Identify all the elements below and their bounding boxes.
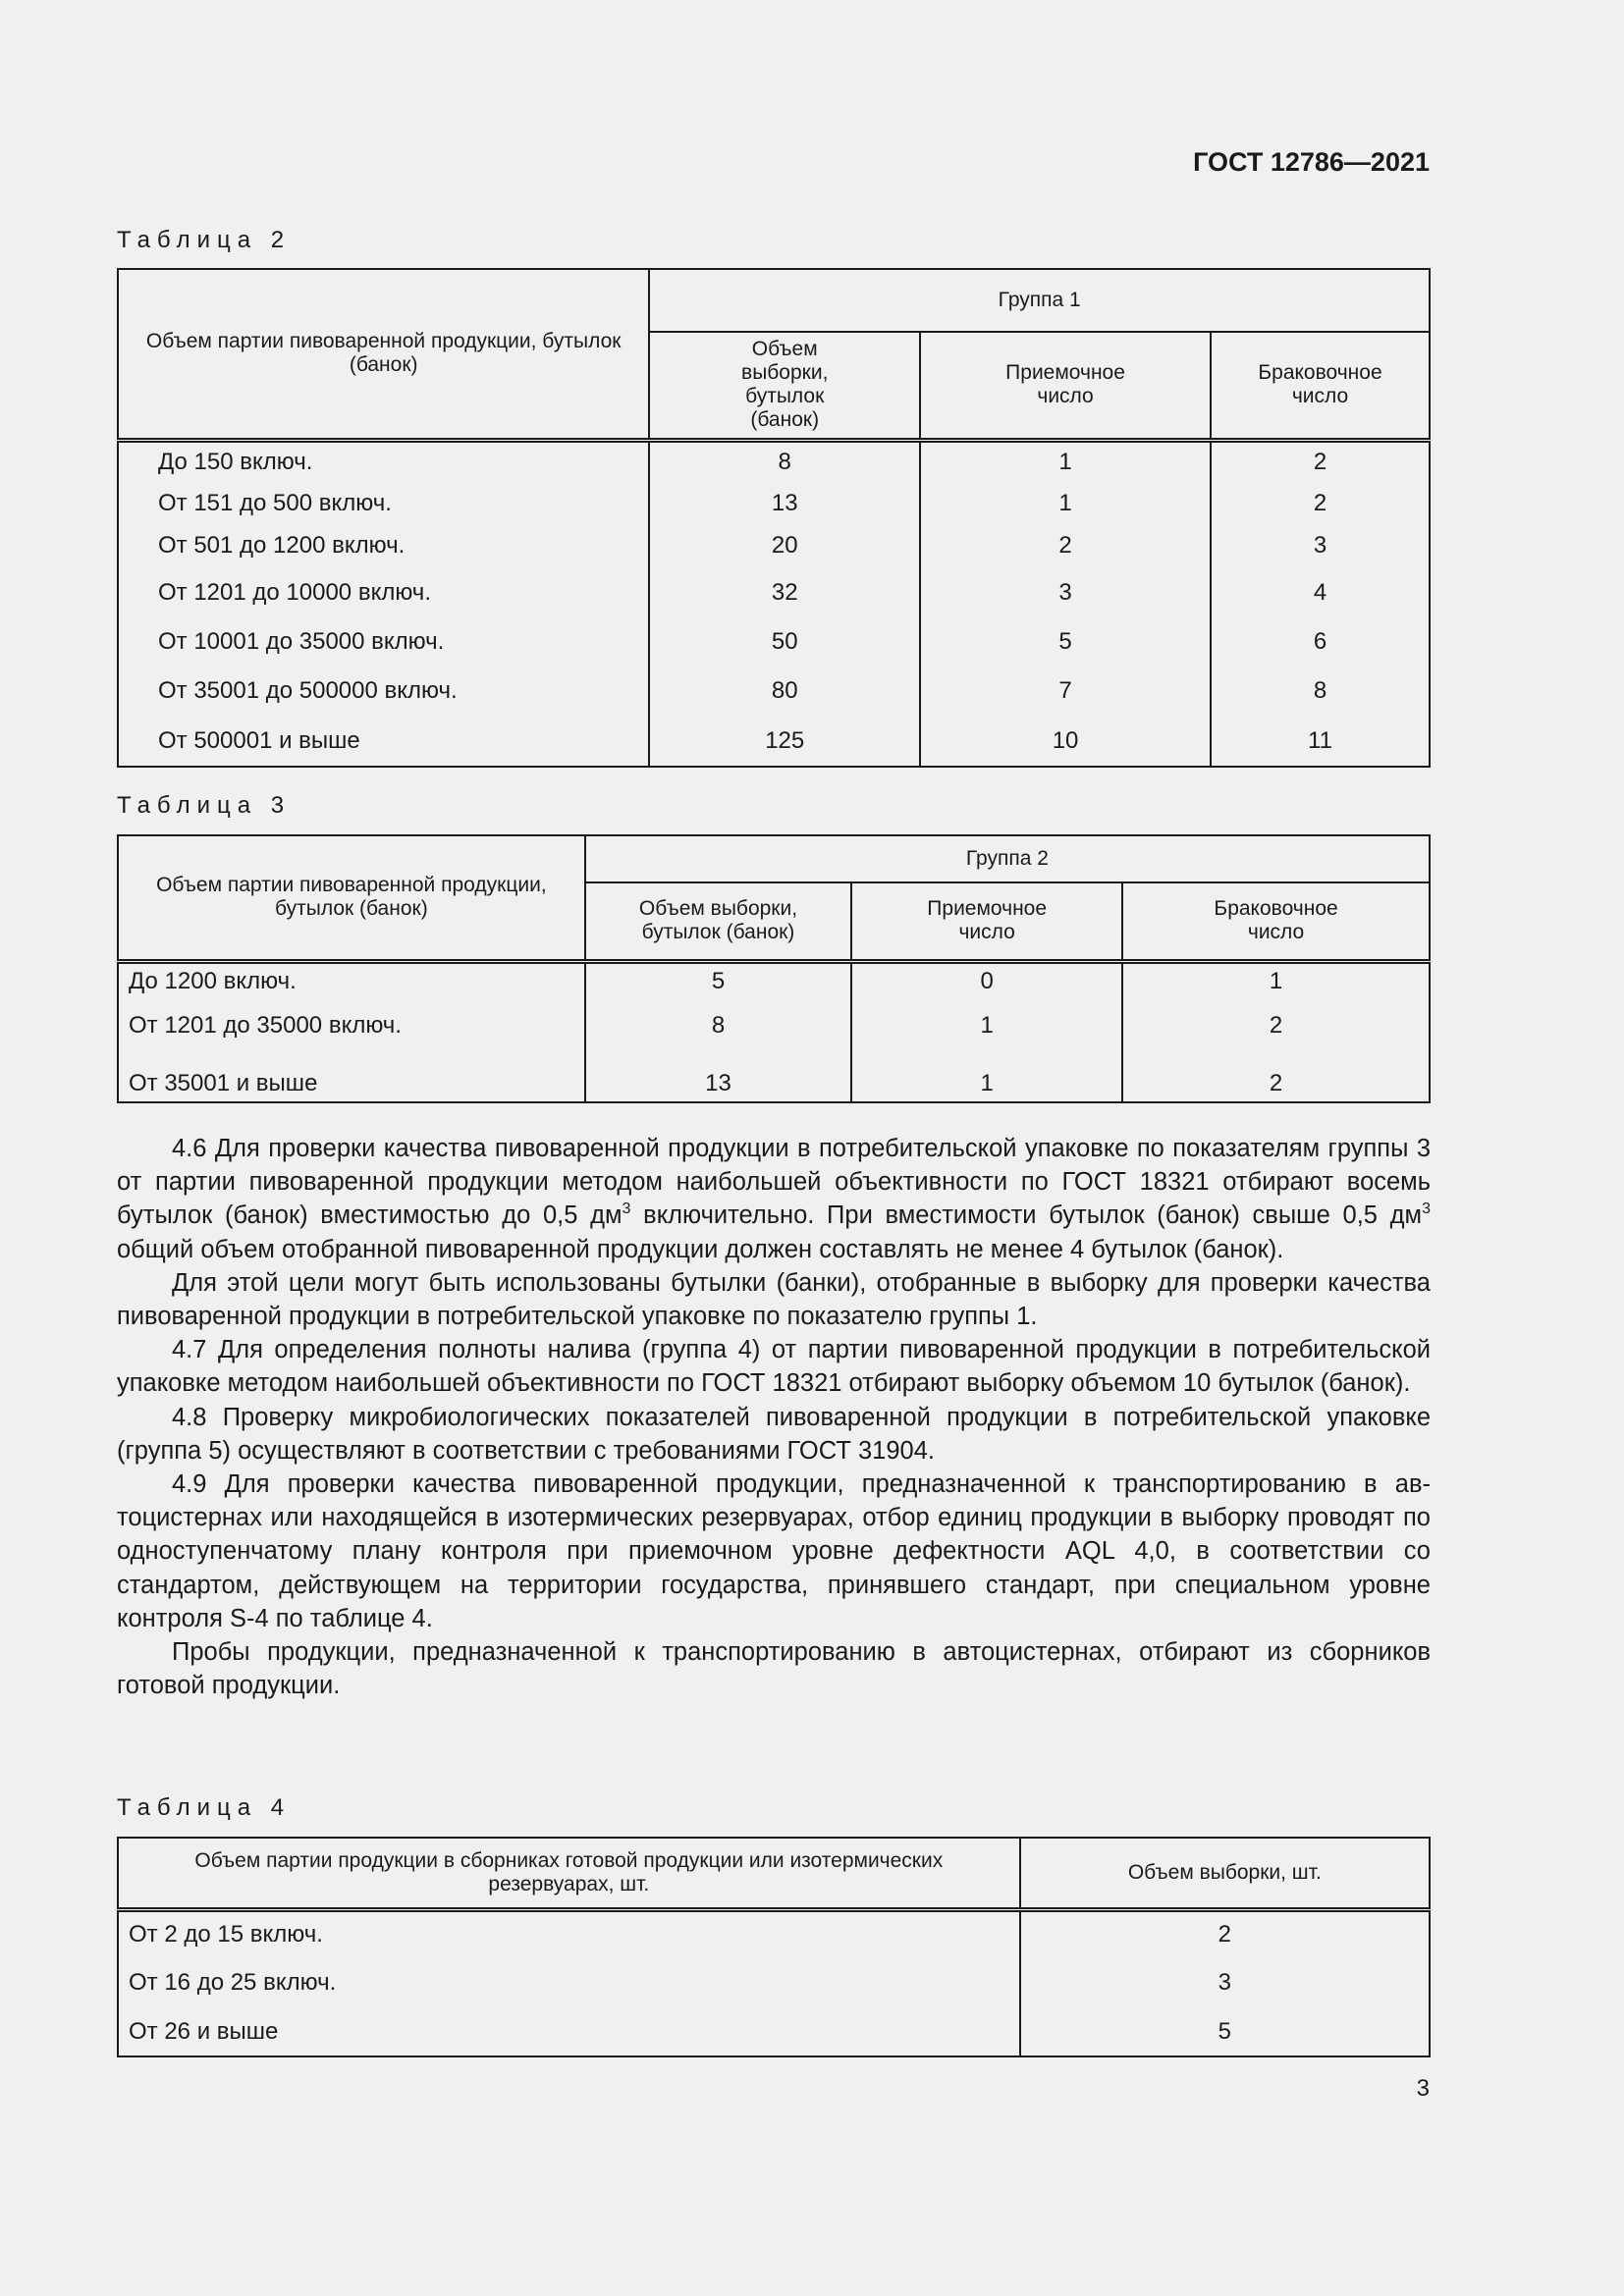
accept-cell: 0 — [851, 961, 1122, 1000]
reject-cell: 4 — [1211, 566, 1430, 618]
table2-header-accept: Приемочное число — [920, 332, 1211, 440]
sample-cell: 3 — [1020, 1958, 1430, 2007]
accept-cell: 3 — [920, 566, 1211, 618]
paragraph-4-6 — [117, 1132, 1431, 1266]
lot-cell: До 1200 включ. — [118, 961, 585, 1000]
lot-cell: От 35001 до 500000 включ. — [118, 666, 649, 716]
table-row — [118, 1909, 1430, 1958]
standard-designation: ГОСТ 12786—2021 — [1193, 147, 1430, 177]
table3-caption: Таблица 3 — [117, 792, 292, 819]
table2-header-group: Группа 1 — [649, 269, 1430, 332]
accept-cell: 1 — [920, 440, 1211, 482]
table-row — [118, 524, 1430, 566]
paragraph: Для этой цели могут быть использованы бутылки (банки), отобранные в выборку для проверки качества пивоваренной продукции в потребительской упаковке по показателю группы 1. — [117, 1268, 1431, 1331]
accept-cell: 1 — [851, 1000, 1122, 1051]
sample-cell: 5 — [1020, 2007, 1430, 2056]
table-row — [118, 566, 1430, 618]
table2-header-reject: Браковочное число — [1211, 332, 1430, 440]
table4-header-lot: Объем партии продукции в сборниках готовой продукции или изотермических резервуарах, шт. — [118, 1838, 1020, 1909]
reject-cell: 6 — [1211, 618, 1430, 666]
table-row — [118, 666, 1430, 716]
accept-cell: 1 — [920, 482, 1211, 524]
table2-header-lot: Объем партии пивоваренной продукции, бутылок (банок) — [118, 269, 649, 440]
reject-cell: 2 — [1122, 1051, 1430, 1102]
table-4 — [117, 1837, 1431, 2057]
lot-cell: От 1201 до 35000 включ. — [118, 1000, 585, 1051]
table2-header-sample: Объем выборки, бутылок (банок) — [649, 332, 920, 440]
paragraph-4-7: 4.7 Для определения полноты налива (группа 4) от партии пивоваренной продукции в потребительской упаковке методом наибольшей объективности по ГОСТ 18321 отбирают выборку объемом 10 бутылок (банок). — [117, 1336, 1431, 1398]
lot-cell: От 151 до 500 включ. — [118, 482, 649, 524]
table-3 — [117, 834, 1431, 1103]
lot-cell: От 16 до 25 включ. — [118, 1958, 1020, 2007]
sample-cell: 20 — [649, 524, 920, 566]
sample-cell: 8 — [649, 440, 920, 482]
lot-cell: От 2 до 15 включ. — [118, 1909, 1020, 1958]
text-run: 4.6 Для проверки качества пивоваренной продукции в потребительской упаковке по показателям группы 3 от партии пивоваренной продукции методом наибольшей объективности по ГОСТ 18321 отбирают восемь бутылок (банок) вместимостью до 0,5 дм — [117, 1135, 1431, 1230]
reject-cell: 11 — [1211, 716, 1430, 767]
sample-cell: 125 — [649, 716, 920, 767]
table-2 — [117, 268, 1431, 768]
paragraph: Пробы продукции, предназначенной к транспортированию в автоцистернах, отбирают из сборников готовой продукции. — [117, 1638, 1431, 1700]
table4-header-sample: Объем выборки, шт. — [1020, 1838, 1430, 1909]
accept-cell: 2 — [920, 524, 1211, 566]
table-row — [118, 961, 1430, 1000]
reject-cell: 8 — [1211, 666, 1430, 716]
sample-cell: 2 — [1020, 1909, 1430, 1958]
accept-cell: 1 — [851, 1051, 1122, 1102]
table3-header-group: Группа 2 — [585, 835, 1430, 882]
accept-cell: 5 — [920, 618, 1211, 666]
table-row — [118, 2007, 1430, 2056]
lot-cell: До 150 включ. — [118, 440, 649, 482]
lot-cell: От 35001 и выше — [118, 1051, 585, 1102]
table-row — [118, 1958, 1430, 2007]
table-row — [118, 482, 1430, 524]
lot-cell: От 10001 до 35000 включ. — [118, 618, 649, 666]
table-row — [118, 440, 1430, 482]
sample-cell: 32 — [649, 566, 920, 618]
lot-cell: От 26 и выше — [118, 2007, 1020, 2056]
accept-cell: 7 — [920, 666, 1211, 716]
table-row — [118, 1051, 1430, 1102]
table3-header-accept: Приемочное число — [851, 882, 1122, 961]
lot-cell: От 501 до 1200 включ. — [118, 524, 649, 566]
sample-cell: 8 — [585, 1000, 851, 1051]
body-text — [117, 1132, 1431, 1702]
text-run: общий объем отобранной пивоваренной продукции должен составлять не менее 4 бутылок (банок). — [117, 1235, 1284, 1263]
lot-cell: От 1201 до 10000 включ. — [118, 566, 649, 618]
sample-cell: 5 — [585, 961, 851, 1000]
table2-caption: Таблица 2 — [117, 227, 292, 253]
accept-cell: 10 — [920, 716, 1211, 767]
reject-cell: 3 — [1211, 524, 1430, 566]
table3-header-sample: Объем выборки, бутылок (банок) — [585, 882, 851, 961]
lot-cell: От 500001 и выше — [118, 716, 649, 767]
table-row — [118, 716, 1430, 767]
page-number: 3 — [1416, 2075, 1430, 2102]
sample-cell: 13 — [585, 1051, 851, 1102]
sample-cell: 50 — [649, 618, 920, 666]
table3-header-lot: Объем партии пивоваренной продукции, бутылок (банок) — [118, 835, 585, 961]
superscript: 3 — [622, 1201, 631, 1218]
sample-cell: 13 — [649, 482, 920, 524]
superscript: 3 — [1422, 1201, 1431, 1218]
reject-cell: 2 — [1122, 1000, 1430, 1051]
paragraph-4-9: 4.9 Для проверки качества пивоваренной продукции, предназначенной к транспортированию в автоцистернах или находящейся в изотермических резервуарах, отбор единиц продукции в выборку проводят по одноступенчатому плану контроля при приемочном уровне дефектности AQL 4,0, в соответствии со стандартом, действующем на территории государства, принявшего стандарт, при специальном уровне контроля S-4 по таблице 4. — [117, 1470, 1431, 1632]
reject-cell: 2 — [1211, 482, 1430, 524]
reject-cell: 1 — [1122, 961, 1430, 1000]
reject-cell: 2 — [1211, 440, 1430, 482]
table3-header-reject: Браковочное число — [1122, 882, 1430, 961]
text-run: включительно. При вместимости бутылок (банок) свыше 0,5 дм — [630, 1201, 1423, 1230]
table-row — [118, 1000, 1430, 1051]
sample-cell: 80 — [649, 666, 920, 716]
table-row — [118, 618, 1430, 666]
table4-caption: Таблица 4 — [117, 1794, 292, 1821]
paragraph-4-8: 4.8 Проверку микробиологических показателей пивоваренной продукции в потребительской упаковке (группа 5) осуществляют в соответствии с требованиями ГОСТ 31904. — [117, 1403, 1431, 1465]
